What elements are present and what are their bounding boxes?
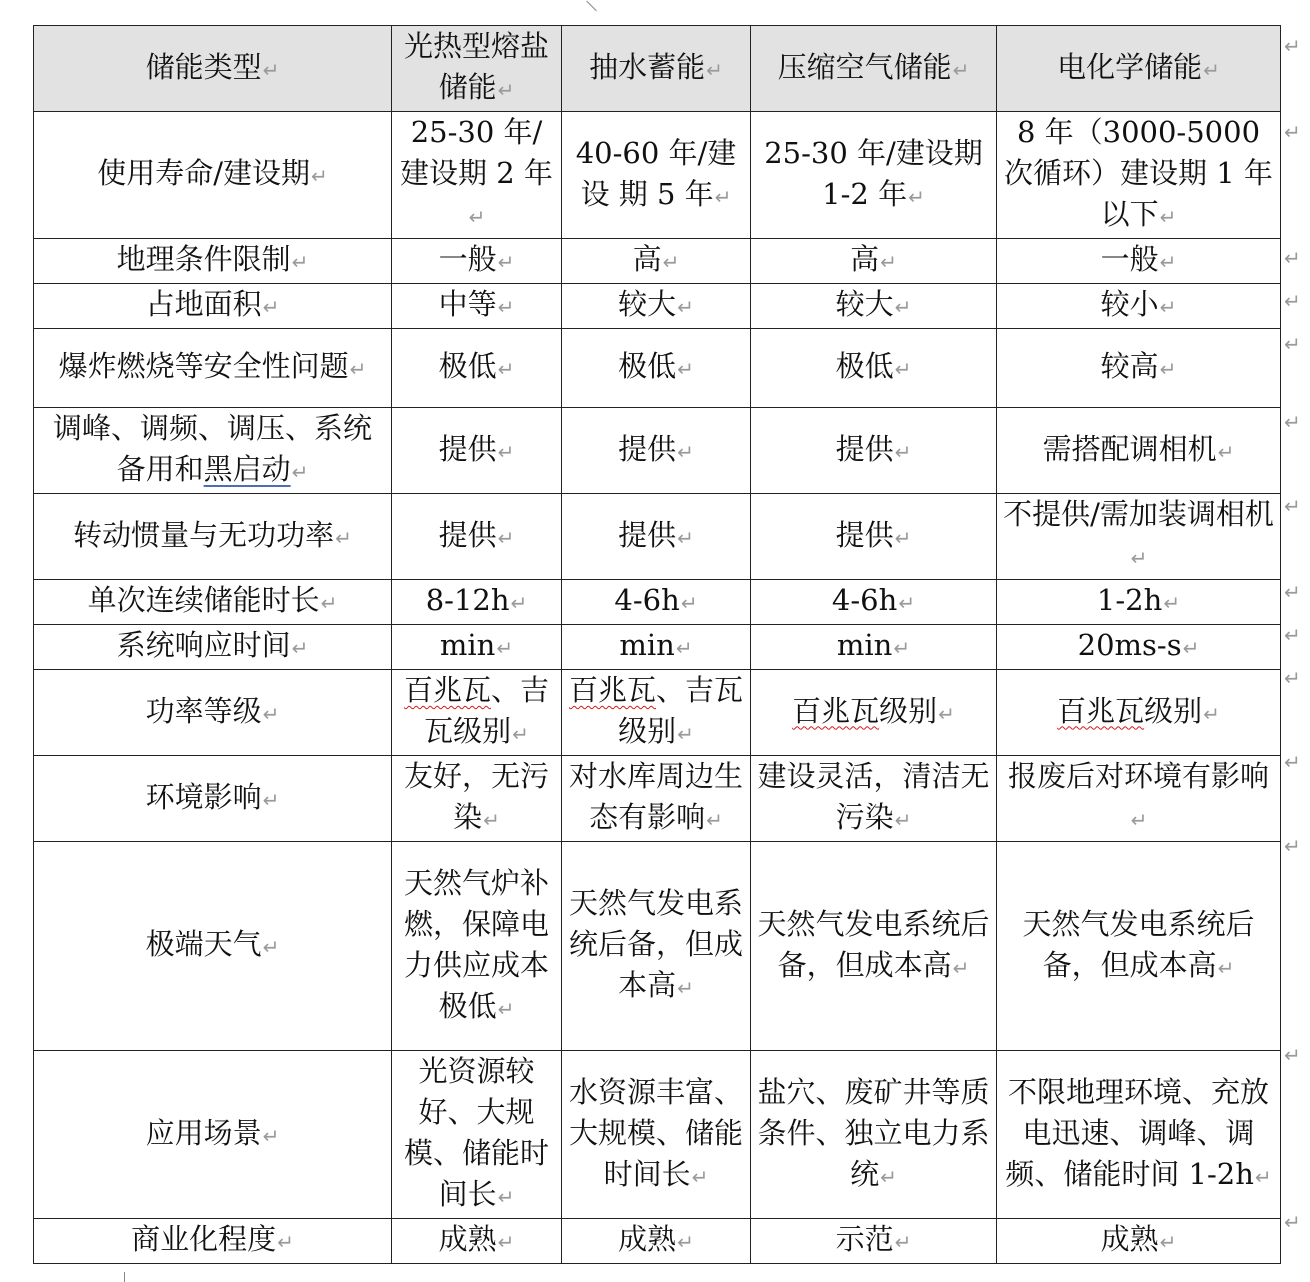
header-compressed-air: 压缩空气储能↵ — [751, 26, 997, 112]
paragraph-mark-icon: ↵ — [497, 996, 515, 1021]
paragraph-mark-icon: ↵ — [894, 1230, 912, 1254]
row-end-mark-icon: ↵ — [1284, 289, 1301, 313]
paragraph-mark-icon: ↵ — [677, 295, 694, 319]
table-row — [34, 329, 1281, 408]
paragraph-mark-icon: ↵ — [952, 57, 970, 82]
table-cell: 成熟↵ — [997, 1219, 1281, 1264]
row-label: 环境影响↵ — [34, 756, 392, 842]
paragraph-mark-icon: ↵ — [880, 250, 897, 274]
table-cell: min↵ — [562, 625, 751, 670]
table-row — [34, 580, 1281, 625]
paragraph-mark-icon: ↵ — [512, 722, 529, 746]
paragraph-mark-icon: ↵ — [496, 636, 514, 660]
row-label: 地理条件限制↵ — [34, 239, 392, 284]
row-end-mark-icon: ↵ — [1284, 580, 1301, 604]
row-label: 调峰、调频、调压、系统备用和黑启动↵ — [34, 408, 392, 494]
paragraph-mark-icon: ↵ — [675, 636, 693, 660]
paragraph-mark-icon: ↵ — [691, 1164, 709, 1189]
table-cell: 天然气发电系统后备，但成本高↵ — [997, 842, 1281, 1051]
paragraph-mark-icon: ↵ — [291, 250, 309, 274]
table-cell: 25-30 年/建设期 2 年↵ — [392, 112, 562, 239]
paragraph-mark-icon: ↵ — [311, 164, 328, 188]
row-label: 极端天气↵ — [34, 842, 392, 1051]
paragraph-mark-icon: ↵ — [677, 722, 694, 746]
table-cell: 提供↵ — [562, 494, 751, 580]
table-cell: 成熟↵ — [392, 1219, 562, 1264]
table-cell: 较小↵ — [997, 284, 1281, 329]
paragraph-mark-icon: ↵ — [677, 1230, 694, 1254]
table-cell: 高↵ — [751, 239, 997, 284]
table-cell: 较大↵ — [562, 284, 751, 329]
paragraph-mark-icon: ↵ — [497, 439, 515, 464]
paragraph-mark-icon: ↵ — [1254, 1164, 1272, 1189]
paragraph-mark-icon: ↵ — [677, 976, 694, 1000]
table-cell: 极低↵ — [562, 329, 751, 408]
paragraph-mark-icon: ↵ — [1130, 546, 1148, 570]
table-row — [34, 625, 1281, 670]
table-cell: 提供↵ — [392, 494, 562, 580]
table-cell: 天然气发电系统后备，但成本高↵ — [751, 842, 997, 1051]
table-cell: 友好，无污染↵ — [392, 756, 562, 842]
crop-mark-top — [586, 0, 607, 11]
table-row — [34, 670, 1281, 756]
paragraph-mark-icon: ↵ — [291, 460, 309, 484]
table-row — [34, 1219, 1281, 1264]
table-row — [34, 1051, 1281, 1219]
paragraph-mark-icon: ↵ — [1217, 439, 1235, 464]
table-cell: 提供↵ — [392, 408, 562, 494]
row-end-mark-icon: ↵ — [1284, 332, 1301, 356]
row-end-mark-icon: ↵ — [1284, 34, 1301, 58]
paragraph-mark-icon: ↵ — [497, 295, 515, 319]
table-cell: 高↵ — [562, 239, 751, 284]
paragraph-mark-icon: ↵ — [662, 250, 680, 274]
paragraph-mark-icon: ↵ — [320, 591, 338, 615]
paragraph-mark-icon: ↵ — [894, 439, 912, 464]
paragraph-mark-icon: ↵ — [706, 808, 723, 832]
table-header-row — [34, 26, 1281, 112]
paragraph-mark-icon: ↵ — [893, 636, 911, 660]
table-row — [34, 756, 1281, 842]
table-cell: 百兆瓦级别↵ — [997, 670, 1281, 756]
row-label: 功率等级↵ — [34, 670, 392, 756]
table-cell: 成熟↵ — [562, 1219, 751, 1264]
header-molten-salt: 光热型熔盐储能↵ — [392, 26, 562, 112]
table-cell: 一般↵ — [392, 239, 562, 284]
paragraph-mark-icon: ↵ — [1159, 205, 1177, 229]
paragraph-mark-icon: ↵ — [468, 205, 486, 229]
paragraph-mark-icon: ↵ — [894, 525, 912, 550]
table-cell: 8 年（3000-5000 次循环）建设期 1 年以下↵ — [997, 112, 1281, 239]
text-boundary-mark — [124, 1272, 139, 1282]
header-electrochemical: 电化学储能↵ — [997, 26, 1281, 112]
table-cell: 天然气炉补燃，保障电力供应成本极低↵ — [392, 842, 562, 1051]
table-cell: 建设灵活，清洁无污染↵ — [751, 756, 997, 842]
paragraph-mark-icon: ↵ — [497, 250, 515, 274]
paragraph-mark-icon: ↵ — [262, 787, 280, 812]
paragraph-mark-icon: ↵ — [894, 295, 912, 319]
paragraph-mark-icon: ↵ — [1203, 57, 1220, 82]
table-cell: 光资源较好、大规模、储能时间长↵ — [392, 1051, 562, 1219]
table-row — [34, 112, 1281, 239]
paragraph-mark-icon: ↵ — [277, 1230, 294, 1254]
table-cell: 极低↵ — [392, 329, 562, 408]
table-cell: 1-2h↵ — [997, 580, 1281, 625]
storage-comparison-table — [33, 25, 1281, 1264]
spellcheck-flagged-text: 百兆瓦 — [792, 693, 880, 728]
table-row — [34, 842, 1281, 1051]
paragraph-mark-icon: ↵ — [262, 701, 280, 726]
paragraph-mark-icon: ↵ — [335, 525, 352, 550]
paragraph-mark-icon: ↵ — [1159, 295, 1177, 319]
paragraph-mark-icon: ↵ — [262, 935, 280, 959]
row-label: 占地面积↵ — [34, 284, 392, 329]
row-label: 系统响应时间↵ — [34, 625, 392, 670]
row-label: 爆炸燃烧等安全性问题↵ — [34, 329, 392, 408]
table-cell: 百兆瓦级别↵ — [751, 670, 997, 756]
black-start-link[interactable]: 黑启动 — [203, 452, 291, 486]
table-cell: 示范↵ — [751, 1219, 997, 1264]
row-end-mark-icon: ↵ — [1284, 834, 1301, 858]
paragraph-mark-icon: ↵ — [497, 1230, 515, 1254]
table-cell: 较大↵ — [751, 284, 997, 329]
table-cell: 不提供/需加装调相机↵ — [997, 494, 1281, 580]
table-row — [34, 408, 1281, 494]
paragraph-mark-icon: ↵ — [880, 1164, 897, 1189]
table-cell: min↵ — [751, 625, 997, 670]
paragraph-mark-icon: ↵ — [262, 57, 280, 82]
paragraph-mark-icon: ↵ — [677, 525, 694, 550]
paragraph-mark-icon: ↵ — [497, 78, 515, 102]
paragraph-mark-icon: ↵ — [262, 1123, 280, 1148]
paragraph-mark-icon: ↵ — [510, 591, 528, 615]
row-label: 商业化程度↵ — [34, 1219, 392, 1264]
row-end-mark-icon: ↵ — [1284, 494, 1301, 518]
row-label: 转动惯量与无功功率↵ — [34, 494, 392, 580]
row-end-mark-icon: ↵ — [1284, 750, 1301, 774]
table-cell: 需搭配调相机↵ — [997, 408, 1281, 494]
spellcheck-flagged-text: 百兆瓦 — [1057, 693, 1145, 728]
paragraph-mark-icon: ↵ — [680, 591, 698, 615]
paragraph-mark-icon: ↵ — [497, 357, 515, 381]
row-end-mark-icon: ↵ — [1284, 623, 1301, 647]
paragraph-mark-icon: ↵ — [938, 701, 955, 726]
table-cell: 一般↵ — [997, 239, 1281, 284]
table-cell: 提供↵ — [751, 408, 997, 494]
table-cell: 20ms-s↵ — [997, 625, 1281, 670]
paragraph-mark-icon: ↵ — [894, 808, 912, 832]
paragraph-mark-icon: ↵ — [677, 439, 694, 464]
paragraph-mark-icon: ↵ — [497, 525, 515, 550]
paragraph-mark-icon: ↵ — [1159, 250, 1177, 274]
row-label: 使用寿命/建设期↵ — [34, 112, 392, 239]
table-cell: 4-6h↵ — [562, 580, 751, 625]
row-end-mark-icon: ↵ — [1284, 120, 1301, 144]
table-cell: min↵ — [392, 625, 562, 670]
row-end-mark-icon: ↵ — [1284, 1210, 1301, 1234]
table-cell: 水资源丰富、大规模、储能时间长↵ — [562, 1051, 751, 1219]
table-cell: 报废后对环境有影响↵ — [997, 756, 1281, 842]
header-pumped-hydro: 抽水蓄能↵ — [562, 26, 751, 112]
table-cell: 天然气发电系统后备，但成本高↵ — [562, 842, 751, 1051]
table-cell: 提供↵ — [562, 408, 751, 494]
paragraph-mark-icon: ↵ — [1203, 701, 1220, 726]
paragraph-mark-icon: ↵ — [1130, 808, 1148, 832]
table-cell: 百兆瓦、吉瓦级别↵ — [562, 670, 751, 756]
table-cell: 对水库周边生态有影响↵ — [562, 756, 751, 842]
paragraph-mark-icon: ↵ — [714, 184, 732, 209]
row-end-mark-icon: ↵ — [1284, 410, 1301, 434]
paragraph-mark-icon: ↵ — [894, 357, 912, 381]
table-row — [34, 239, 1281, 284]
paragraph-mark-icon: ↵ — [497, 1185, 515, 1209]
table-cell: 盐穴、废矿井等质条件、独立电力系统↵ — [751, 1051, 997, 1219]
paragraph-mark-icon: ↵ — [291, 636, 309, 660]
table-cell: 不限地理环境、充放电迅速、调峰、调频、储能时间 1-2h↵ — [997, 1051, 1281, 1219]
paragraph-mark-icon: ↵ — [349, 357, 367, 381]
paragraph-mark-icon: ↵ — [1159, 357, 1177, 381]
table-cell: 极低↵ — [751, 329, 997, 408]
paragraph-mark-icon: ↵ — [483, 808, 500, 832]
paragraph-mark-icon: ↵ — [262, 295, 280, 319]
paragraph-mark-icon: ↵ — [706, 57, 723, 82]
paragraph-mark-icon: ↵ — [1159, 1230, 1177, 1254]
row-label: 应用场景↵ — [34, 1051, 392, 1219]
paragraph-mark-icon: ↵ — [677, 357, 694, 381]
table-cell: 提供↵ — [751, 494, 997, 580]
table-cell: 较高↵ — [997, 329, 1281, 408]
table-cell: 百兆瓦、吉瓦级别↵ — [392, 670, 562, 756]
table-cell: 8-12h↵ — [392, 580, 562, 625]
paragraph-mark-icon: ↵ — [908, 184, 925, 209]
row-end-mark-icon: ↵ — [1284, 666, 1301, 690]
paragraph-mark-icon: ↵ — [1217, 955, 1235, 980]
row-end-mark-icon: ↵ — [1284, 246, 1301, 270]
spellcheck-flagged-text: 百兆瓦 — [568, 673, 656, 707]
table-cell: 中等↵ — [392, 284, 562, 329]
table-cell: 40-60 年/建设 期 5 年↵ — [562, 112, 751, 239]
table-row — [34, 494, 1281, 580]
table-cell: 4-6h↵ — [751, 580, 997, 625]
spellcheck-flagged-text: 百兆瓦 — [403, 673, 491, 707]
row-end-mark-icon: ↵ — [1284, 1043, 1301, 1067]
paragraph-mark-icon: ↵ — [1182, 636, 1200, 660]
paragraph-mark-icon: ↵ — [952, 955, 970, 980]
table-cell: 25-30 年/建设期 1-2 年↵ — [751, 112, 997, 239]
paragraph-mark-icon: ↵ — [1163, 591, 1181, 615]
paragraph-mark-icon: ↵ — [898, 591, 916, 615]
header-storage-type: 储能类型↵ — [34, 26, 392, 112]
row-label: 单次连续储能时长↵ — [34, 580, 392, 625]
table-row — [34, 284, 1281, 329]
